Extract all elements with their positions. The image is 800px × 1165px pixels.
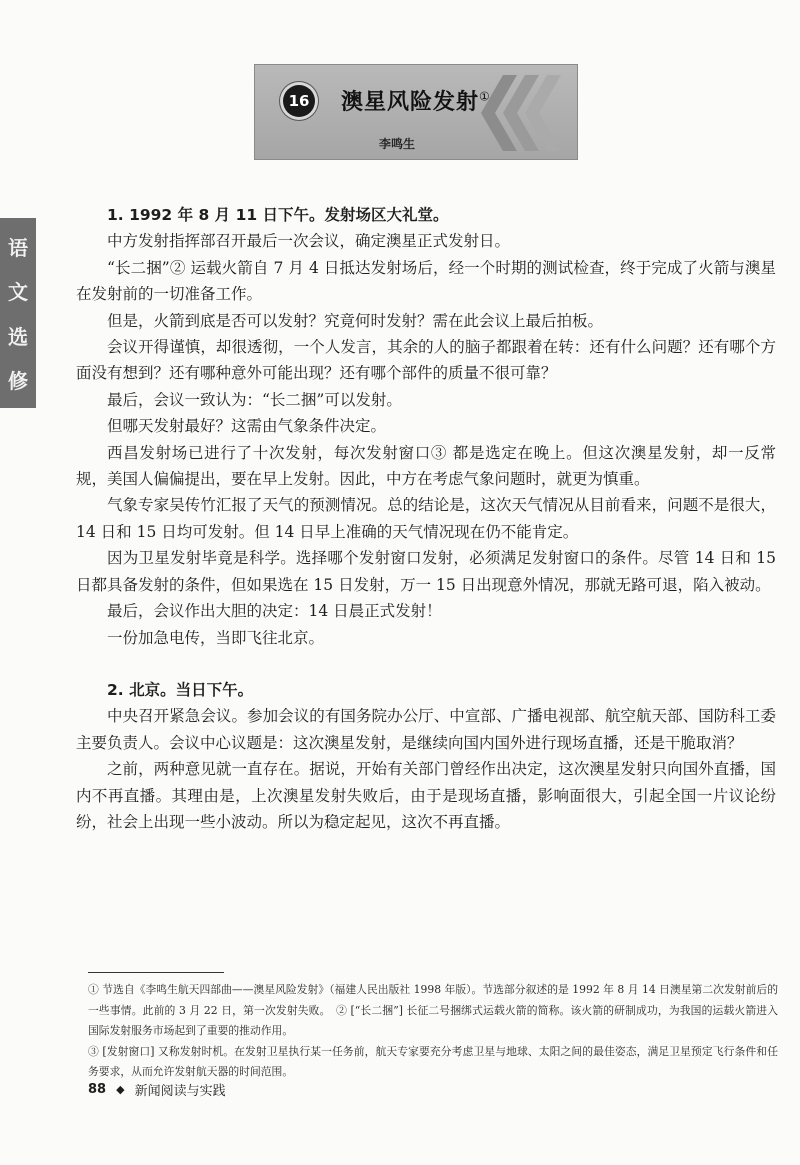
- paragraph: 中方发射指挥部召开最后一次会议，确定澳星正式发射日。: [107, 232, 511, 251]
- section-heading: 1. 1992 年 8 月 11 日下午。发射场区大礼堂。: [107, 206, 449, 224]
- paragraph: 会议开得谨慎，却很透彻，一个人发言，其余的人的脑子都跟着在转：还有什么问题？还有哪个方面没有想到？还有哪种意外可能出现？还有哪个部件的质量不很可靠？: [76, 338, 776, 383]
- section-heading: 2. 北京。当日下午。: [107, 680, 254, 699]
- paragraph: 一份加急电传，当即飞往北京。: [107, 628, 325, 647]
- section-spacer: [76, 651, 776, 677]
- title-banner: [254, 64, 578, 160]
- paragraph: 中央召开紧急会议。参加会议的有国务院办公厅、中宣部、广播电视部、航空航天部、国防科工委主要负责人。会议中心议题是：这次澳星发射，是继续向国内国外进行现场直播，还是干脆取消？: [76, 707, 776, 752]
- book-title: 新闻阅读与实践: [134, 1084, 226, 1099]
- paragraph: “长二捆”② 运载火箭自 7 月 4 日抵达发射场后，经一个时期的测试检查，终于完成了火箭与澳星在发射前的一切准备工作。: [76, 258, 776, 304]
- side-tab-book-label: [0, 218, 36, 408]
- lesson-number-badge: 16: [283, 85, 315, 117]
- article-body: [76, 202, 776, 835]
- paragraph: 之前，两种意见就一直存在。据说，开始有关部门曾经作出决定，这次澳星发射只向国外直播，国内不再直播。其理由是，上次澳星发射失败后，由于是现场直播，影响面很大，引起全国一片议论纷纷，社会上出现一些小波动。所以为稳定起见，这次不再直播。: [76, 760, 776, 831]
- paragraph: 但哪天发射最好？这需由气象条件决定。: [107, 417, 387, 436]
- page-footer: [88, 1080, 226, 1099]
- paragraph: 西昌发射场已进行了十次发射，每次发射窗口③ 都是选定在晚上。但这次澳星发射，却一反常规，美国人偏偏提出，要在早上发射。因此，中方在考虑气象问题时，就更为慎重。: [76, 443, 776, 489]
- footnote: ① 节选自《李鸣生航天四部曲——澳星风险发射》（福建人民出版社 1998 年版）。节选部分叙述的是 1992 年 8 月 14 日澳星第二次发射前后的一些事情。此前的 3 月 22 日，第一次发射失败。 ② [“长二捆”] 长征二号捆绑式运载火箭的简称。该火箭的研制成功，为我国的运载火箭进入国际发射服务市场起到了重要的推动作用。: [88, 983, 778, 1037]
- side-tab-char: 修: [8, 369, 28, 394]
- side-tab-char: 选: [8, 324, 28, 349]
- lesson-title-text: 澳星风险发射: [341, 90, 480, 115]
- side-tab-char: 文: [8, 280, 28, 305]
- paragraph: 最后，会议作出大胆的决定：14 日晨正式发射！: [107, 602, 442, 621]
- paragraph: 最后，会议一致认为：“长二捆”可以发射。: [107, 390, 402, 409]
- diamond-icon: ◆: [116, 1083, 125, 1096]
- title-footnote-marker: ①: [479, 89, 491, 104]
- side-tab-char: 语: [8, 235, 28, 260]
- paragraph: 但是，火箭到底是否可以发射？究竟何时发射？需在此会议上最后拍板。: [107, 311, 604, 330]
- paragraph: 气象专家吴传竹汇报了天气的预测情况。总的结论是，这次天气情况从目前看来，问题不是很大，14 日和 15 日均可发射。但 14 日早上准确的天气情况现在仍不能肯定。: [76, 496, 776, 541]
- page-number: 88: [88, 1082, 107, 1097]
- footnotes: [88, 980, 778, 1083]
- paragraph: 因为卫星发射毕竟是科学。选择哪个发射窗口发射，必须满足发射窗口的条件。尽管 14 日和 15 日都具备发射的条件，但如果选在 15 日发射，万一 15 日出现意外情况，那就无路可退，陷入被动。: [76, 549, 776, 594]
- footnote: ③ [发射窗口] 又称发射时机。在发射卫星执行某一任务前，航天专家要充分考虑卫星与地球、太阳之间的最佳姿态，满足卫星预定飞行条件和任务要求，从而允许发射航天器的时间范围。: [88, 1044, 778, 1078]
- author-name: 李鸣生: [379, 137, 416, 151]
- lesson-title: [341, 85, 491, 116]
- footnote-divider: [88, 972, 224, 973]
